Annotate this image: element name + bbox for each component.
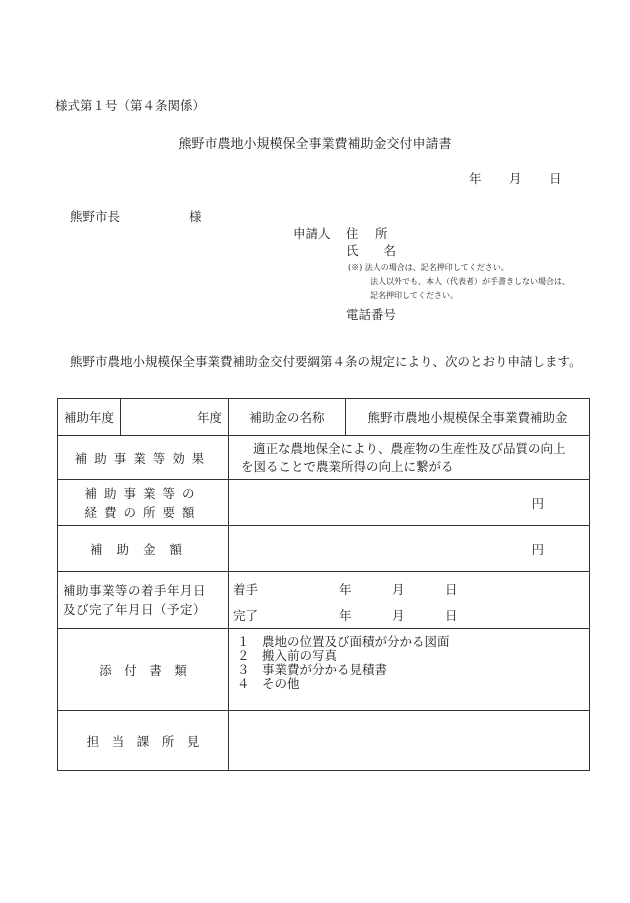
start-year: 年 [339, 582, 352, 597]
cost-label [58, 480, 229, 526]
phone-label: 電話番号 [346, 307, 397, 322]
note-line: 記名押印してください。 [370, 291, 458, 300]
note-line: (※) 法人の場合は、記名押印してください。 [348, 263, 509, 272]
note-line: 法人以外でも、本人（代表者）が手書きしない場合は、 [370, 277, 570, 286]
name-label: 氏 名 [346, 243, 397, 258]
subsidy-name-label: 補助金の名称 [229, 399, 346, 436]
start-day: 日 [445, 582, 458, 597]
date-month: 月 [509, 171, 522, 186]
effect-row [58, 436, 590, 480]
document-title: 熊野市農地小規模保全事業費補助金交付申請書 [178, 137, 452, 152]
addressee: 熊野市長 [70, 209, 121, 224]
attachment-item: ３ 事業費が分かる見積書 [237, 662, 388, 677]
cost-label-line: 経費の所要額 [84, 504, 202, 520]
form-number: 様式第１号（第４条関係） [55, 98, 206, 113]
date-year: 年 [469, 171, 482, 186]
cost-row [58, 480, 590, 526]
effect-label: 補助事業等効果 [58, 436, 229, 480]
cost-value: 円 [229, 480, 590, 526]
amount-row [58, 526, 590, 572]
amount-value: 円 [229, 526, 590, 572]
subsidy-name: 熊野市農地小規模保全事業費補助金 [346, 399, 590, 436]
end-year: 年 [339, 608, 352, 623]
period-label-line: 及び完了年月日（予定） [63, 602, 207, 617]
date-day: 日 [549, 171, 562, 186]
start-label: 着手 [233, 582, 259, 597]
effect-text: 適正な農地保全により、農産物の生産性及び品質の向上を図ることで農業所得の向上に繋がる [229, 436, 590, 480]
attachments-label: 添 付 書 類 [58, 629, 229, 711]
intro-paragraph: 熊野市農地小規模保全事業費補助金交付要綱第４条の規定により、次のとおり申請します。 [70, 354, 582, 369]
fiscal-year-row [58, 399, 590, 436]
period-label [58, 572, 229, 629]
attachments-row [58, 629, 590, 711]
honorific: 様 [189, 209, 202, 224]
start-month: 月 [392, 582, 405, 597]
applicant-label: 申請人 [293, 226, 331, 241]
application-table [57, 398, 590, 771]
amount-label: 補助金額 [58, 526, 229, 572]
period-label-line: 補助事業等の着手年月日 [63, 583, 207, 598]
end-day: 日 [445, 608, 458, 623]
period-dates [229, 572, 590, 629]
opinion-label: 担 当 課 所 見 [58, 711, 229, 771]
end-label: 完了 [233, 608, 259, 623]
attachment-item: ２ 搬入前の写真 [237, 648, 338, 663]
opinion-row [58, 711, 590, 771]
attachment-item: ４ その他 [237, 676, 300, 691]
end-month: 月 [392, 608, 405, 623]
period-row [58, 572, 590, 629]
opinion-value [229, 711, 590, 771]
fiscal-year-label: 補助年度 [58, 399, 121, 436]
attachment-item: １ 農地の位置及び面積が分かる図面 [237, 634, 450, 649]
address-label: 住 所 [346, 226, 390, 241]
cost-label-line: 補助事業等の [84, 485, 202, 501]
fiscal-year-unit: 年度 [121, 399, 229, 436]
attachments-list [229, 629, 590, 711]
